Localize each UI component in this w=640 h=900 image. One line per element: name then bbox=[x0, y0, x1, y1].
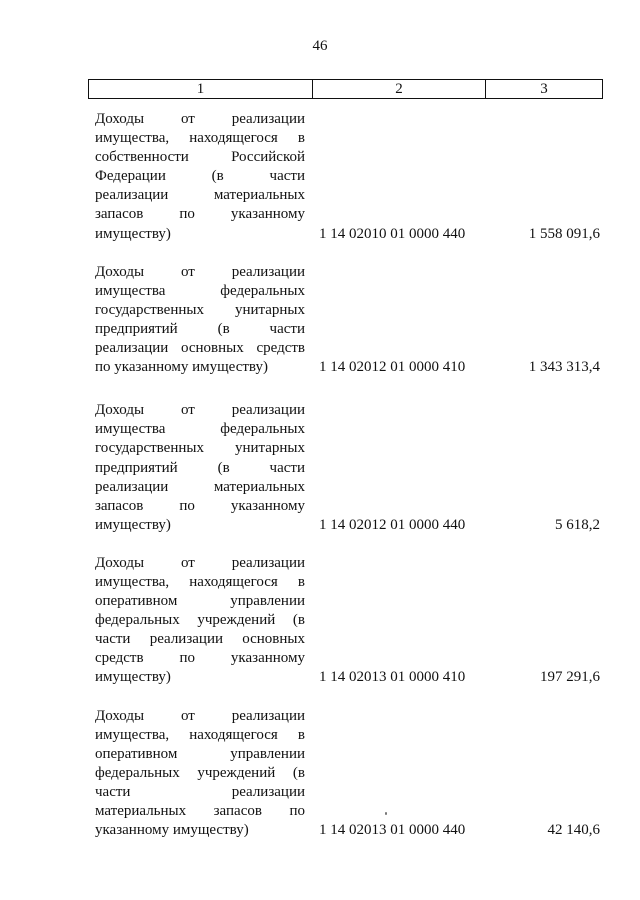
description-line: имуществу) bbox=[95, 516, 171, 533]
description-line: имущества федеральных bbox=[95, 421, 305, 438]
budget-classification-code: 1 14 02012 01 0000 440 bbox=[319, 516, 466, 533]
description-line: имущества федеральных bbox=[95, 282, 305, 299]
column-header-1: 1 bbox=[89, 80, 313, 98]
description-line: федеральных учреждений (в bbox=[95, 612, 305, 629]
description-line: имущества, находящегося в bbox=[95, 726, 305, 743]
description-line: указанному имуществу) bbox=[95, 822, 249, 839]
description-line: Доходы от реализации bbox=[95, 402, 305, 419]
amount-value: 197 291,6 bbox=[540, 669, 600, 686]
description-line: имуществу) bbox=[95, 225, 171, 242]
description-line: части реализации основных bbox=[95, 631, 305, 648]
description-line: имущества, находящегося в bbox=[95, 573, 305, 590]
description-line: Федерации (в части bbox=[95, 168, 305, 185]
description-line: государственных унитарных bbox=[95, 440, 305, 457]
amount-value: 1 558 091,6 bbox=[528, 225, 600, 242]
description-line: имущества, находящегося в bbox=[95, 130, 305, 147]
table-row bbox=[0, 554, 640, 688]
description-line: федеральных учреждений (в bbox=[95, 764, 305, 781]
income-description bbox=[95, 401, 305, 535]
description-line: собственности Российской bbox=[95, 149, 305, 166]
amount-value: 42 140,6 bbox=[547, 822, 600, 839]
table-row bbox=[0, 707, 640, 841]
description-line: Доходы от реализации bbox=[95, 707, 305, 724]
description-line: оперативном управлении bbox=[95, 745, 305, 762]
description-line: материальных запасов по bbox=[95, 803, 305, 819]
description-line: по указанному имуществу) bbox=[95, 359, 268, 376]
description-line: предприятий (в части bbox=[95, 459, 305, 476]
table-body bbox=[0, 110, 640, 859]
table-header-row bbox=[88, 79, 603, 99]
table-row bbox=[0, 110, 640, 244]
income-description bbox=[95, 554, 305, 688]
income-description bbox=[95, 263, 305, 378]
description-line: запасов по указанному bbox=[95, 497, 305, 514]
description-line: реализации основных средств bbox=[95, 340, 305, 357]
budget-classification-code: 1 14 02013 01 0000 440 bbox=[319, 822, 466, 839]
description-line: средств по указанному bbox=[95, 650, 305, 667]
amount-value: 5 618,2 bbox=[555, 516, 600, 533]
table-row bbox=[0, 401, 640, 535]
income-description bbox=[95, 110, 305, 244]
scan-speck bbox=[385, 812, 387, 815]
description-line: реализации материальных bbox=[95, 187, 305, 204]
column-header-3: 3 bbox=[540, 80, 548, 97]
description-line: части реализации bbox=[95, 783, 305, 800]
page-number: 46 bbox=[312, 38, 328, 54]
budget-classification-code: 1 14 02010 01 0000 440 bbox=[319, 225, 466, 242]
description-line: Доходы от реализации bbox=[95, 554, 305, 571]
budget-classification-code: 1 14 02013 01 0000 410 bbox=[319, 669, 466, 686]
description-line: оперативном управлении bbox=[95, 593, 305, 610]
budget-classification-code: 1 14 02012 01 0000 410 bbox=[319, 359, 466, 376]
column-header-2: 2 bbox=[313, 80, 486, 98]
description-line: имуществу) bbox=[95, 669, 171, 686]
description-line: государственных унитарных bbox=[95, 301, 305, 318]
description-line: предприятий (в части bbox=[95, 320, 305, 337]
income-description bbox=[95, 707, 305, 841]
amount-value: 1 343 313,4 bbox=[528, 359, 600, 376]
description-line: реализации материальных bbox=[95, 478, 305, 495]
description-line: Доходы от реализации bbox=[95, 111, 305, 127]
description-line: запасов по указанному bbox=[95, 206, 305, 223]
description-line: Доходы от реализации bbox=[95, 263, 305, 280]
table-row bbox=[0, 263, 640, 378]
